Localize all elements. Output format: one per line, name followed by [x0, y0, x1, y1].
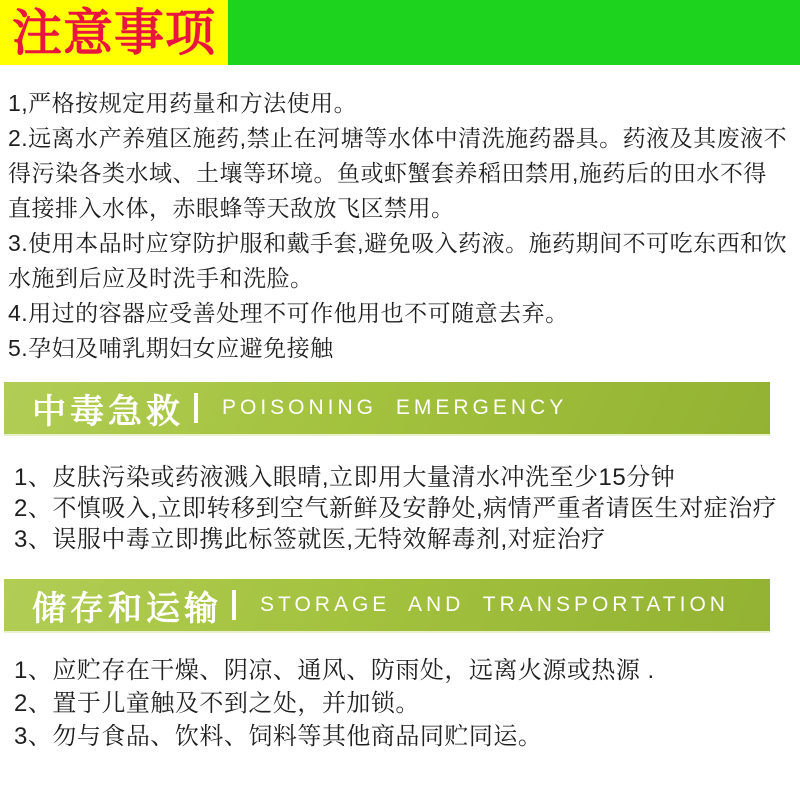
precaution-item: 3.使用本品时应穿防护服和戴手套,避免吸入药液。施药期间不可吃东西和饮水施到后应及时洗手和洗脸。 — [8, 230, 788, 291]
list-item: 2、置于儿童触及不到之处，并加锁。 — [14, 690, 420, 717]
banner-divider-bar — [194, 393, 198, 423]
header — [0, 0, 800, 65]
emergency-list — [0, 436, 800, 555]
list-item: 2、不慎吸入,立即转移到空气新鲜及安静处,病情严重者请医生对症治疗 — [14, 495, 778, 522]
banner-title-zh: 储存和运输 — [32, 589, 222, 628]
precaution-item: 4.用过的容器应受善处理不可作他用也不可随意去弃。 — [8, 300, 569, 326]
list-item: 3、误服中毒立即携此标签就医,无特效解毒剂,对症治疗 — [14, 526, 606, 553]
precaution-item: 1,严格按规定用药量和方法使用。 — [8, 90, 358, 116]
list-item: 1、应贮存在干燥、阴凉、通风、防雨处，远离火源或热源 . — [14, 657, 655, 684]
banner-title-zh: 中毒急救 — [32, 392, 184, 431]
page-title-box — [0, 0, 228, 65]
precaution-item: 2.远离水产养殖区施药,禁止在河塘等水体中清洗施药器具。药液及其废液不得污染各类水域、土壤等环境。鱼或虾蟹套养稻田禁用,施药后的田水不得直接排入水体，赤眼蜂等天敌放飞区禁用。 — [8, 125, 788, 221]
list-item: 3、勿与食品、饮料、饲料等其他商品同贮同运。 — [14, 723, 543, 750]
storage-list — [0, 633, 800, 753]
page-title: 注意事项 — [12, 4, 216, 61]
header-green-bar — [228, 0, 800, 65]
precautions-section — [0, 65, 796, 366]
banner-divider-bar — [232, 590, 236, 620]
banner-title-en: POISONING EMERGENCY — [222, 396, 568, 419]
precaution-item: 5.孕妇及哺乳期妇女应避免接触 — [8, 335, 334, 361]
banner-title-en: STORAGE AND TRANSPORTATION — [260, 593, 729, 616]
list-item: 1、皮肤污染或药液溅入眼晴,立即用大量清水冲洗至少15分钟 — [14, 464, 676, 491]
section-banner-poisoning-emergency — [4, 382, 770, 436]
section-banner-storage-transportation — [4, 579, 770, 633]
